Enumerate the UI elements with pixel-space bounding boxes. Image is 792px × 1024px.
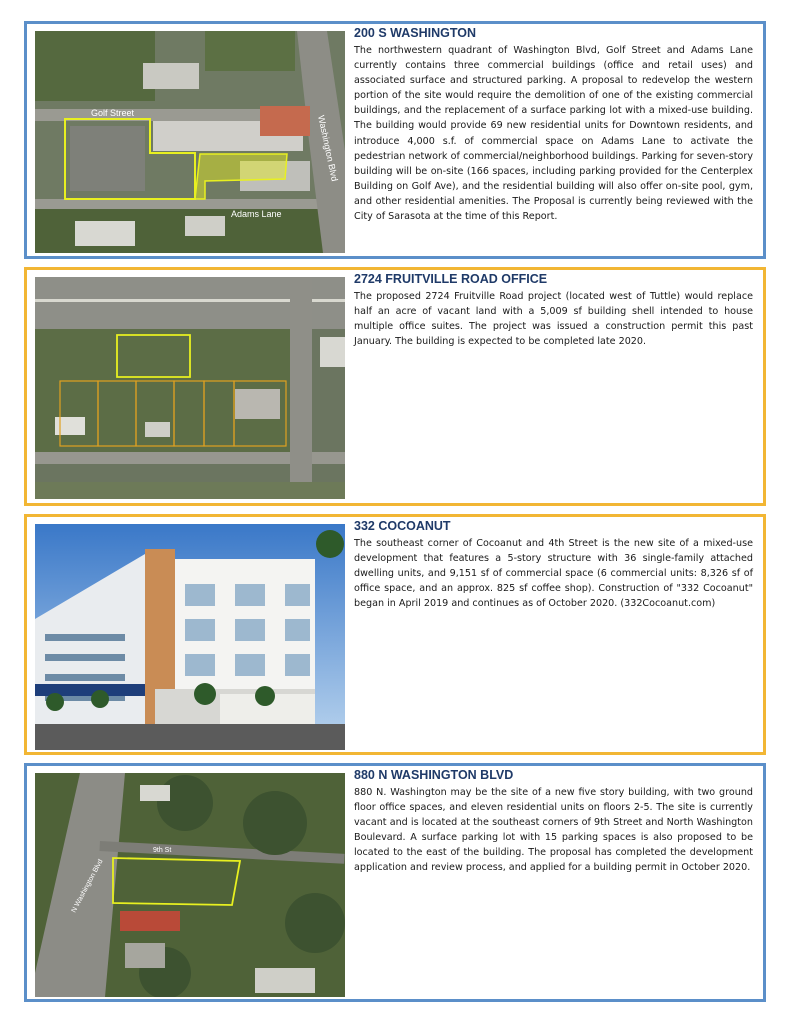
section-text [354, 26, 753, 224]
map-label-washington-blvd: Washington Blvd [316, 114, 340, 183]
aerial-map [35, 773, 345, 997]
aerial-photo-200-s-washington [35, 31, 345, 253]
aerial-photo-880-n-washington [35, 773, 345, 997]
section-title: 332 COCOANUT [354, 519, 451, 533]
project-card-2724-fruitville [24, 267, 766, 506]
aerial-map [35, 277, 345, 499]
aerial-map [35, 31, 345, 253]
section-text [354, 519, 753, 611]
section-body: 880 N. Washington may be the site of a new five story building, with two ground floor office spaces, and eleven residential units on floors 2-5. The site is currently vacant and is located at the southeast corners of 9th Street and North Washington Boulevard. A surface parking lot with 15 parking spaces is also proposed to be located to the east of the building. The proposal has completed the development application and review process, and applied for a building permit in October 2020. [354, 787, 753, 874]
section-body: The northwestern quadrant of Washington Blvd, Golf Street and Adams Lane currently contains three commercial buildings (office and retail uses) and associated surface and structured parking. A proposal to redevelop the western portion of the site would require the demolition of one of the existing commercial buildings, and the replacement of a surface parking lot with a mixed-use building. The building would provide 69 new residential units for Downtown residents, and introduce 4,000 s.f. of commercial space on Adams Lane to activate the pedestrian network of commercial/neighborhood buildings. Parking for seven-story building will be on-site (166 spaces, including parking provided for the Centerplex Building on Golf Ave), and the residential building will also offer on-site pool, gym, and other residential amenities. The Proposal is currently being reviewed with the City of Sarasota at the time of this Report. [354, 45, 753, 223]
section-body: The proposed 2724 Fruitville Road project (located west of Tuttle) would replace half an acre of vacant land with a 5,009 sf building shell intended to house multiple office suites. The project was issued a construction permit this past January. The building is expected to be completed late 2020. [354, 291, 753, 348]
map-label-golf-street: Golf Street [91, 108, 135, 118]
map-label-n-washington-blvd: N Washington Blvd [70, 858, 105, 914]
section-body: The southeast corner of Cocoanut and 4th Street is the new site of a mixed-use development that features a 5-story structure with 36 single-family attached dwelling units, and 9,151 sf of commercial space (6 commercial units: 8,326 sf of office space, and an approx. 825 sf coffee shop). Construction of "332 Cocoanut" began in April 2019 and continues as of October 2020. (332Cocoanut.com) [354, 538, 753, 610]
map-label-9th-st: 9th St [153, 847, 172, 854]
section-title: 880 N WASHINGTON BLVD [354, 768, 514, 782]
project-card-332-cocoanut [24, 514, 766, 755]
map-label-adams-lane: Adams Lane [231, 209, 282, 219]
section-title: 2724 FRUITVILLE ROAD OFFICE [354, 272, 548, 286]
section-title: 200 S WASHINGTON [354, 26, 477, 40]
rendering-332-cocoanut [35, 524, 345, 750]
project-card-880-n-washington [24, 763, 766, 1002]
aerial-photo-2724-fruitville [35, 277, 345, 499]
building-rendering [35, 524, 345, 750]
section-text [354, 768, 753, 876]
section-text [354, 272, 753, 349]
project-card-200-s-washington [24, 21, 766, 259]
